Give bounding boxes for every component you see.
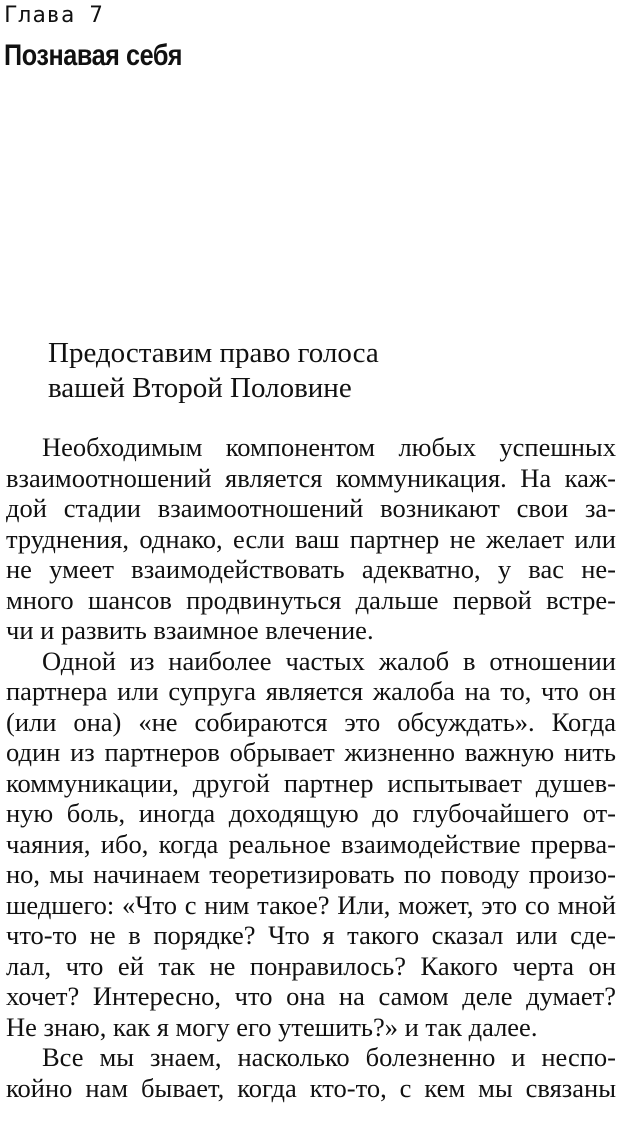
paragraph-line: что-то не в порядке? Что я такого сказал или сде- bbox=[6, 920, 616, 950]
paragraph-line: труднения, однако, если ваш партнер не желает или bbox=[6, 523, 616, 554]
paragraph-line: (или она) «не собираются это обсуждать». Когда bbox=[6, 706, 616, 737]
section-heading-line: вашей Второй Половине bbox=[48, 372, 352, 404]
paragraph-line: коммуникации, другой партнер испытывает душев- bbox=[6, 767, 616, 798]
paragraph-line: хочет? Интересно, что она на самом деле думает? bbox=[6, 981, 616, 1011]
paragraph-line: чаяния, ибо, когда реальное взаимодействие прерва- bbox=[6, 828, 616, 859]
paragraph-line: чи и развить взаимное влечение. bbox=[6, 615, 374, 645]
paragraph-line: не умеет взаимодействовать адекватно, у вас не- bbox=[6, 554, 616, 584]
section-heading bbox=[48, 336, 588, 406]
paragraph-line: Все мы знаем, насколько болезненно и неспо- bbox=[42, 1042, 616, 1072]
paragraph-line: шедшего: «Что с ним такое? Или, может, это со мной bbox=[6, 889, 616, 920]
paragraph-line: лал, что ей так не понравилось? Какого черта он bbox=[6, 950, 616, 981]
section-heading-line: Предоставим право голоса bbox=[48, 337, 379, 369]
paragraph-line: койно нам бывает, когда кто-то, с кем мы связаны bbox=[6, 1072, 616, 1103]
paragraph-line: взаимоотношений является коммуникация. На каж- bbox=[6, 462, 616, 493]
paragraph-line: ную боль, иногда доходящую до глубочайшего от- bbox=[6, 798, 616, 828]
paragraph-line: партнера или супруга является жалоба на то, что он bbox=[6, 676, 616, 706]
paragraph-line: много шансов продвинуться дальше первой встре- bbox=[6, 584, 616, 615]
paragraph-line: Одной из наиболее частых жалоб в отношении bbox=[42, 645, 616, 676]
chapter-title: Познавая себя bbox=[4, 39, 183, 72]
paragraph-line: Не знаю, как я могу его утешить?» и так далее. bbox=[6, 1011, 538, 1042]
paragraph-line: Необходимым компонентом любых успешных bbox=[42, 432, 616, 462]
body-text bbox=[6, 432, 616, 1103]
paragraph-line: дой стадии взаимоотношений возникают свои за- bbox=[6, 493, 616, 523]
paragraph-line: один из партнеров обрывает жизненно важную нить bbox=[6, 737, 616, 767]
paragraph-line: но, мы начинаем теоретизировать по поводу произо- bbox=[6, 859, 616, 889]
chapter-label: Глава 7 bbox=[4, 3, 104, 28]
